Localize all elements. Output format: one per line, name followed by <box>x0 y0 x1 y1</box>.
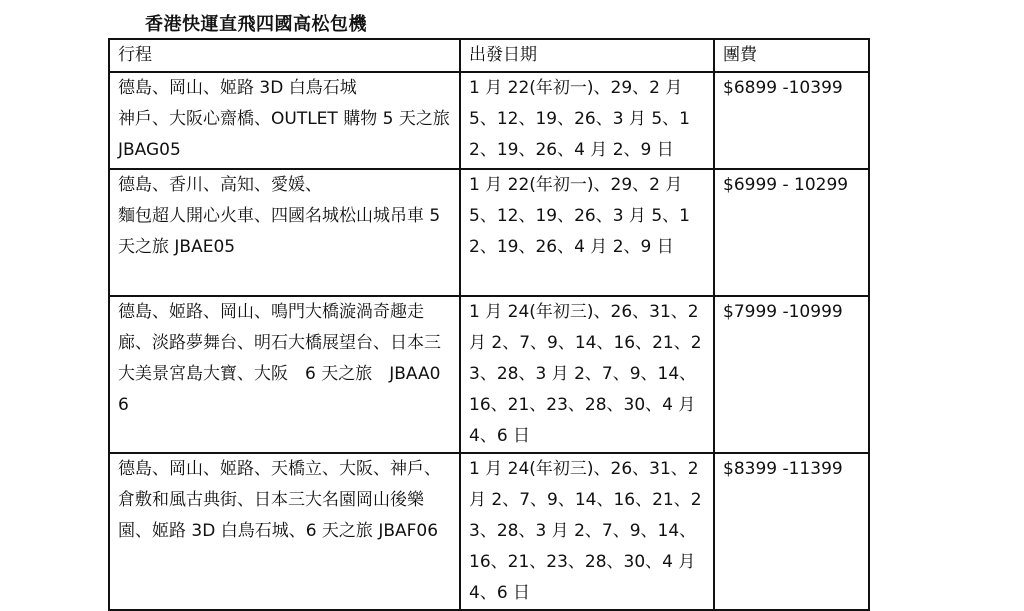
date-text: 1 月 22(年初一)、29、2 月 5、12、19、26、3 月 5、12、19、26、4 月 2、9 日 <box>469 78 690 160</box>
table-row <box>109 296 869 453</box>
table-header-row <box>109 39 869 72</box>
page-title: 香港快運直飛四國高松包機 <box>145 14 367 35</box>
price-text: $8399 -11399 <box>723 459 843 479</box>
price-text: $6999 - 10299 <box>723 175 849 195</box>
date-cell <box>460 453 714 610</box>
route-cell <box>109 169 460 296</box>
tour-table <box>108 38 870 611</box>
price-cell <box>714 453 869 610</box>
route-cell <box>109 453 460 610</box>
table-row <box>109 169 869 296</box>
table-row <box>109 72 869 169</box>
price-text: $7999 -10999 <box>723 302 843 322</box>
header-price: 團費 <box>714 39 869 72</box>
header-route: 行程 <box>109 39 460 72</box>
route-text: 德島、姬路、岡山、鳴門大橋漩渦奇趣走廊、淡路夢舞台、明石大橋展望台、日本三大美景宮島大寶、大阪 6 天之旅 JBAA06 <box>118 302 441 415</box>
date-text: 1 月 24(年初三)、26、31、2 月 2、7、9、14、16、21、23、28、3 月 2、7、9、14、16、21、23、28、30、4 月 4、6 日 <box>469 459 702 603</box>
route-text: 德島、岡山、姬路、天橋立、大阪、神戶、倉敷和風古典街、日本三大名園岡山後樂園、姬路 3D 白鳥石城、6 天之旅 JBAF06 <box>118 459 441 541</box>
date-text: 1 月 22(年初一)、29、2 月 5、12、19、26、3 月 5、12、19、26、4 月 2、9 日 <box>469 175 690 257</box>
price-cell <box>714 296 869 453</box>
date-cell <box>460 296 714 453</box>
date-text: 1 月 24(年初三)、26、31、2 月 2、7、9、14、16、21、23、28、3 月 2、7、9、14、16、21、23、28、30、4 月 4、6 日 <box>469 302 702 446</box>
header-departure-date: 出發日期 <box>460 39 714 72</box>
date-cell <box>460 169 714 296</box>
route-cell <box>109 296 460 453</box>
route-text: 德島、香川、高知、愛媛、 麵包超人開心火車、四國名城松山城吊車 5 天之旅 JBAE05 <box>118 175 441 257</box>
price-text: $6899 -10399 <box>723 78 843 98</box>
table-row <box>109 453 869 610</box>
route-cell <box>109 72 460 169</box>
price-cell <box>714 169 869 296</box>
date-cell <box>460 72 714 169</box>
route-text: 德島、岡山、姬路 3D 白鳥石城 神戶、大阪心齋橋、OUTLET 購物 5 天之旅 JBAG05 <box>118 78 450 160</box>
price-cell <box>714 72 869 169</box>
